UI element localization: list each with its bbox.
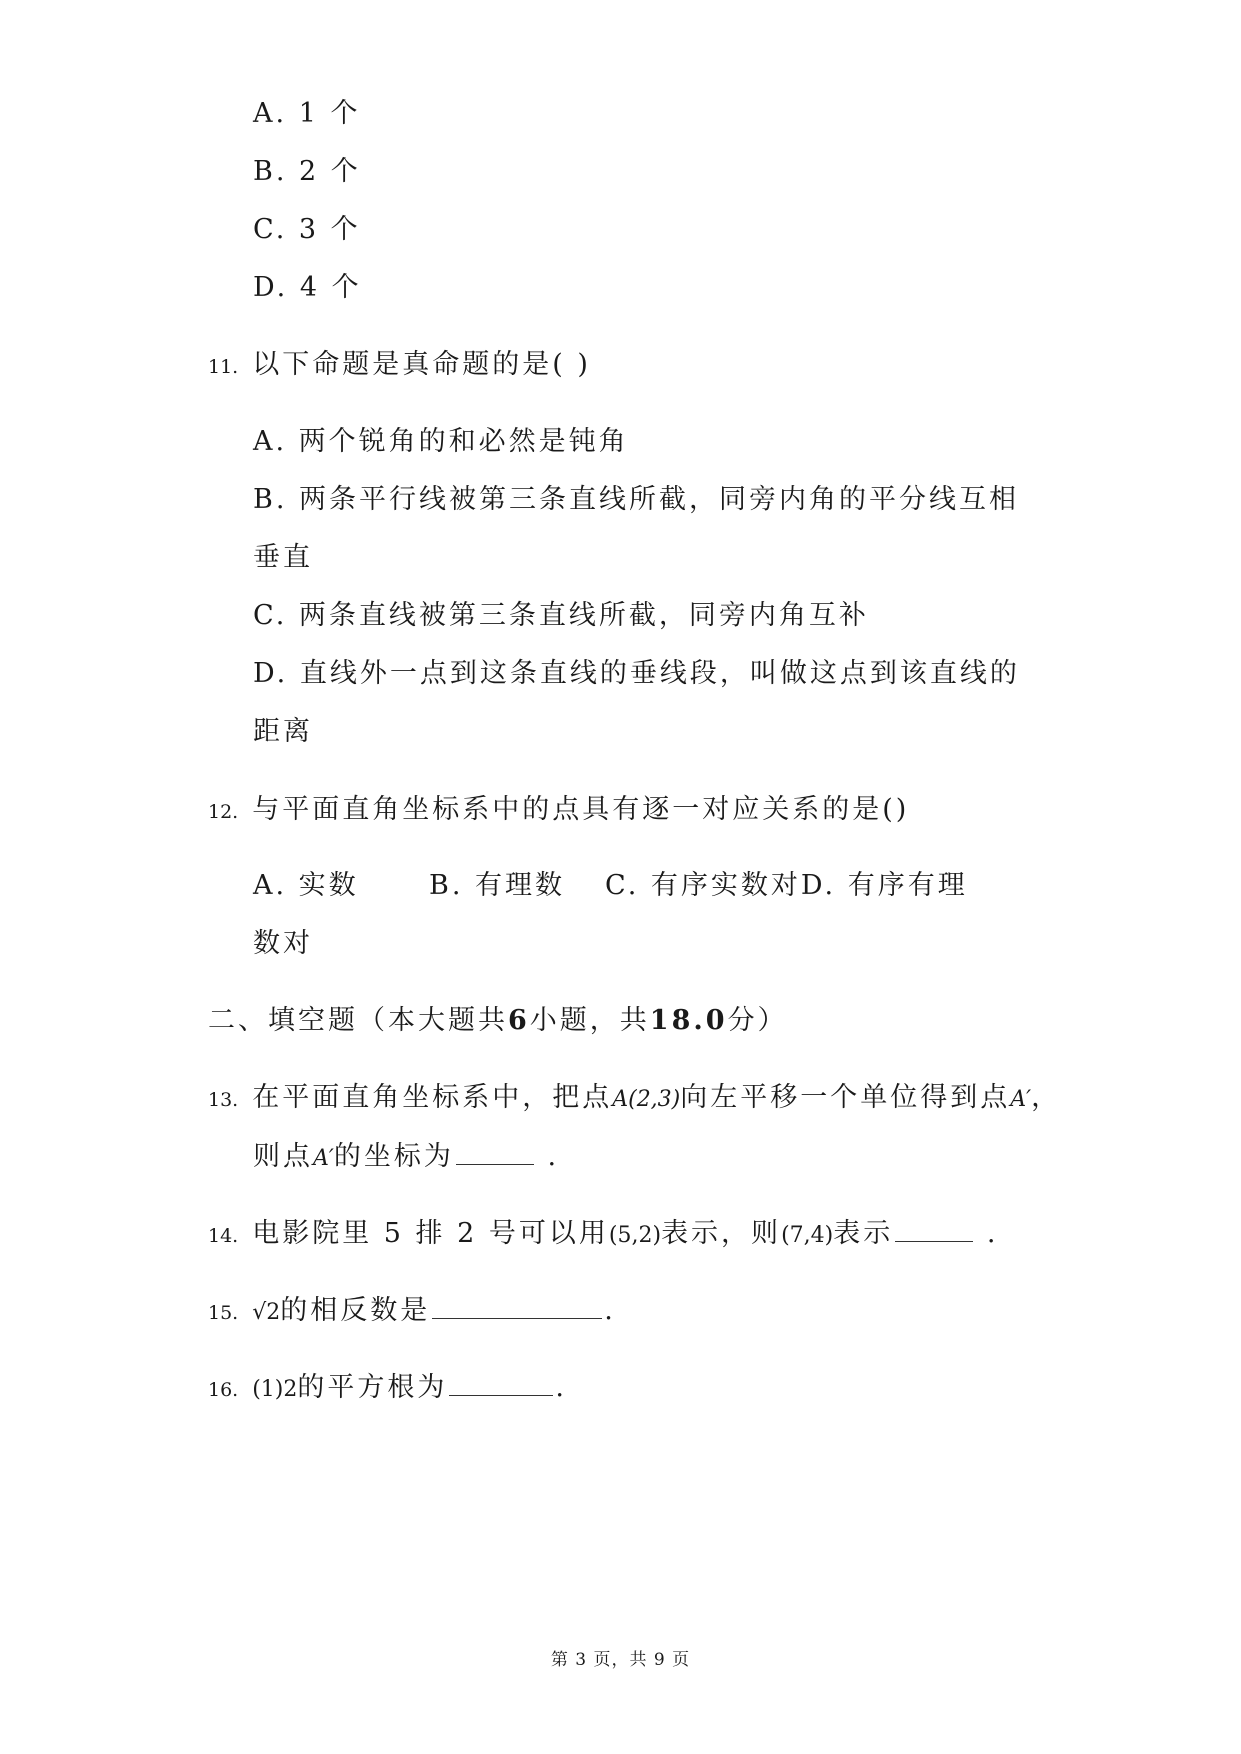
q14-answer-blank[interactable]	[895, 1215, 973, 1242]
q12-stem: 12. 与平面直角坐标系中的点具有逐一对应关系的是()	[208, 794, 910, 825]
q15-number: 15.	[208, 1302, 239, 1324]
section-2-heading: 二、填空题（本大题共6小题，共18.0分）	[208, 1005, 788, 1036]
q12-options	[253, 868, 968, 904]
q10-option-a: A. 1 个	[253, 98, 361, 129]
q12-option-d-cont: 数对	[253, 928, 313, 959]
q12-number: 12.	[208, 801, 239, 823]
q12-option-a: A. 实数	[253, 870, 359, 901]
q11-option-a: A. 两个锐角的和必然是钝角	[253, 426, 629, 457]
q11-option-b: B. 两条平行线被第三条直线所截，同旁内角的平分线互相	[253, 484, 1020, 515]
q10-option-c: C. 3 个	[253, 214, 361, 245]
q14-line: 14. 电影院里 5 排 2 号可以用(5,2)表示，则(7,4)表示 .	[208, 1215, 998, 1254]
q12-option-c: C. 有序实数对	[605, 870, 801, 901]
q14-number: 14.	[208, 1225, 239, 1247]
q16-line: 16. (1)2的平方根为 .	[208, 1369, 567, 1408]
q10-option-b: B. 2 个	[253, 156, 361, 187]
q11-option-c: C. 两条直线被第三条直线所截，同旁内角互补	[253, 600, 869, 631]
q10-option-d: D. 4 个	[253, 272, 362, 303]
q13-number: 13.	[208, 1089, 239, 1111]
q12-option-d: D. 有序有理	[800, 870, 968, 901]
q16-number: 16.	[208, 1379, 239, 1401]
q13-answer-blank[interactable]	[456, 1138, 534, 1165]
q11-number: 11.	[208, 356, 239, 378]
q13-line-2: 则点A′的坐标为 .	[253, 1138, 559, 1177]
q11-option-b-cont: 垂直	[253, 542, 313, 573]
q11-option-d-cont: 距离	[253, 716, 313, 747]
page-footer: 第 3 页，共 9 页	[550, 1650, 691, 1670]
q12-option-b: B. 有理数	[429, 870, 566, 901]
q11-stem: 11. 以下命题是真命题的是( )	[208, 349, 591, 380]
q13-line-1: 13. 在平面直角坐标系中，把点A(2,3)向左平移一个单位得到点A′，	[208, 1082, 1062, 1113]
q15-line: 15. √2的相反数是 .	[208, 1292, 616, 1331]
q11-option-d: D. 直线外一点到这条直线的垂线段，叫做这点到该直线的	[253, 658, 1020, 689]
q16-answer-blank[interactable]	[449, 1369, 553, 1396]
sqrt-expression: √2	[252, 1300, 281, 1325]
q15-answer-blank[interactable]	[432, 1292, 602, 1319]
